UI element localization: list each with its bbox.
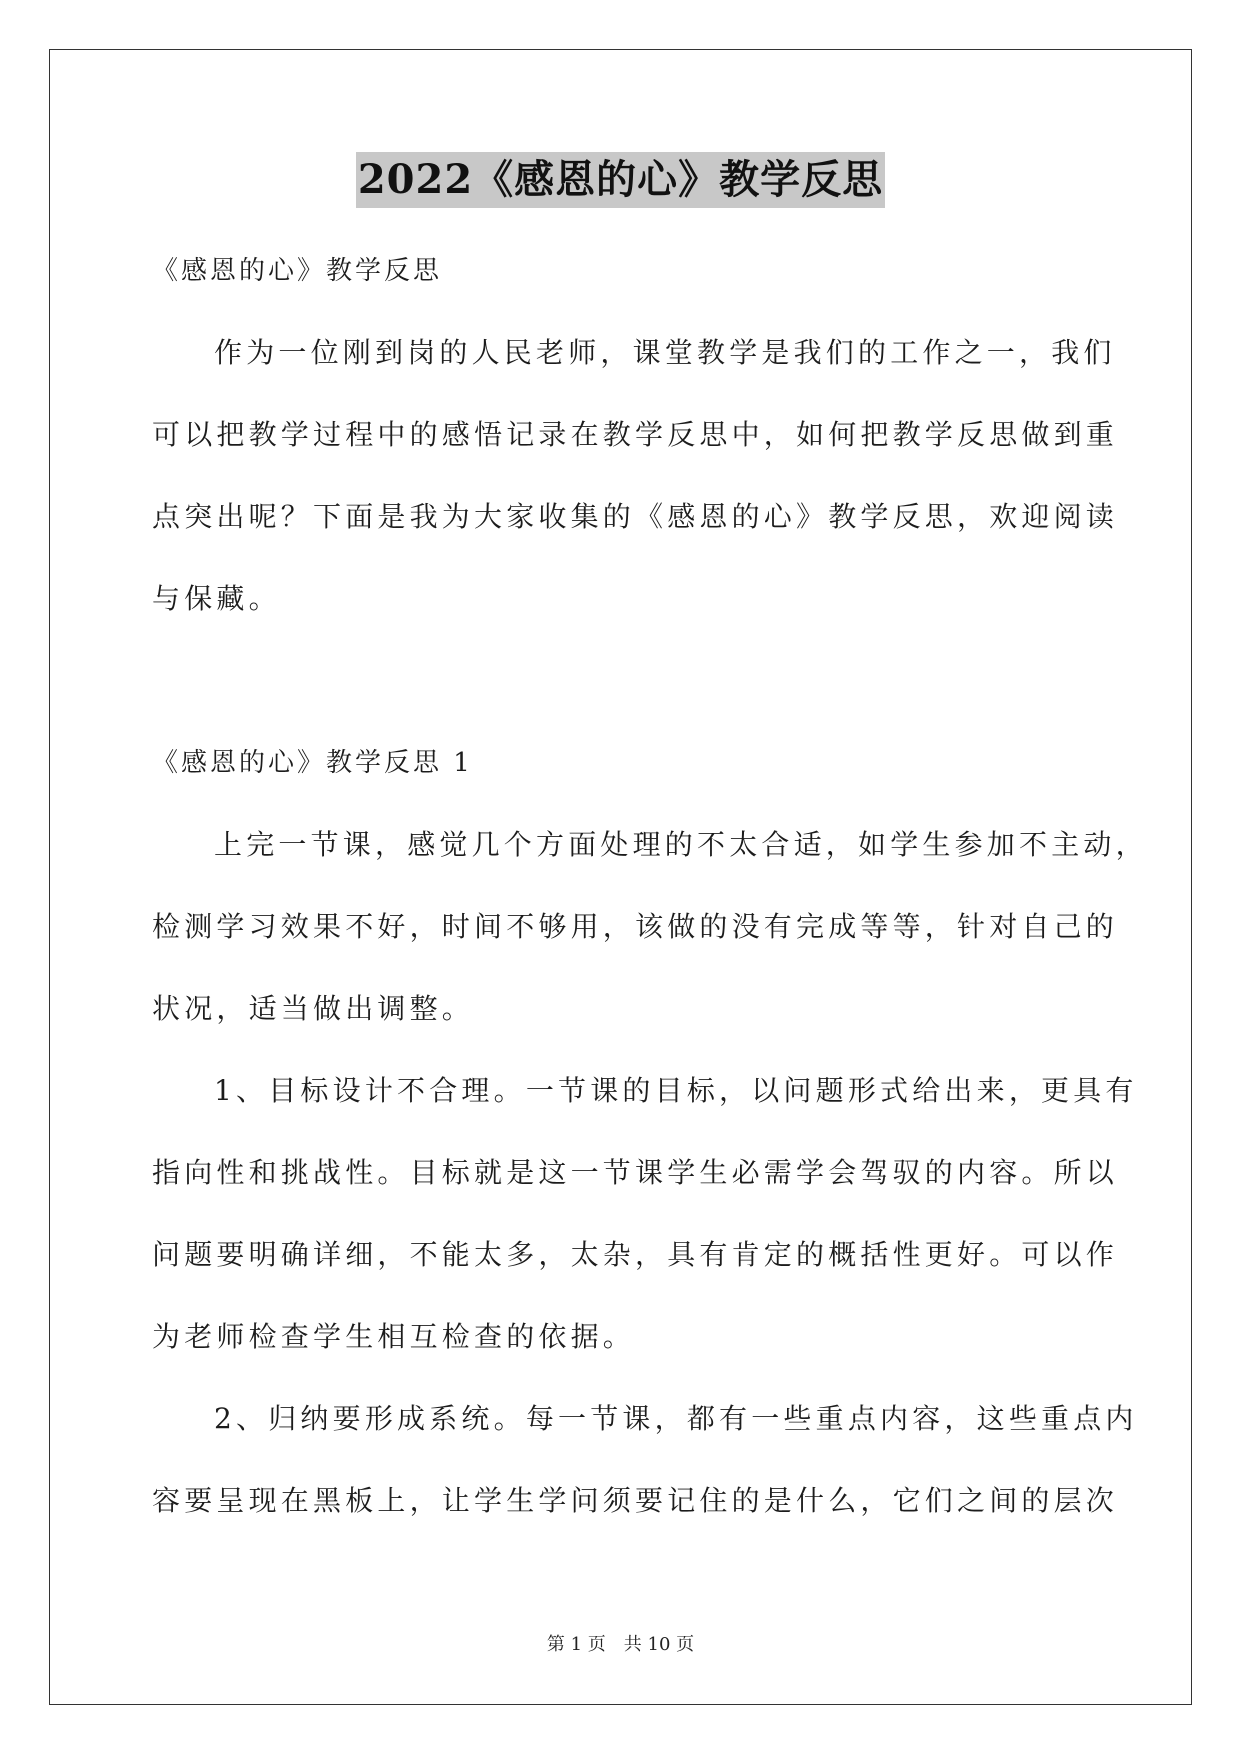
title-container <box>0 152 1241 208</box>
paragraph-line: 可以把教学过程中的感悟记录在教学反思中，如何把教学反思做到重 <box>152 418 1119 451</box>
paragraph-line: 检测学习效果不好，时间不够用，该做的没有完成等等，针对自己的 <box>152 910 1119 943</box>
paragraph-line: 容要呈现在黑板上，让学生学问须要记住的是什么，它们之间的层次 <box>152 1484 1119 1517</box>
paragraph-line: 指向性和挑战性。目标就是这一节课学生必需学会驾驭的内容。所以 <box>152 1156 1119 1189</box>
paragraph-line: 上完一节课，感觉几个方面处理的不太合适，如学生参加不主动， <box>214 828 1148 861</box>
document-title: 2022《感恩的心》教学反思 <box>356 152 885 208</box>
paragraph-line: 与保藏。 <box>152 582 281 615</box>
document-body <box>152 230 1148 1542</box>
section-heading: 《感恩的心》教学反思 <box>152 256 443 286</box>
page-number-footer: 第 1 页 共 10 页 <box>546 1634 695 1655</box>
paragraph-line: 问题要明确详细，不能太多，太杂，具有肯定的概括性更好。可以作 <box>152 1238 1119 1271</box>
paragraph-line: 状况，适当做出调整。 <box>152 992 475 1025</box>
paragraph-line: 1、目标设计不合理。一节课的目标，以问题形式给出来，更具有 <box>214 1074 1138 1107</box>
blank-line <box>152 640 1092 722</box>
paragraph-line: 2、归纳要形成系统。每一节课，都有一些重点内容，这些重点内 <box>214 1402 1138 1435</box>
paragraph-line: 作为一位刚到岗的人民老师，课堂教学是我们的工作之一，我们 <box>214 336 1116 369</box>
section-heading: 《感恩的心》教学反思 1 <box>152 748 473 778</box>
paragraph-line: 为老师检查学生相互检查的依据。 <box>152 1320 636 1353</box>
paragraph-line: 点突出呢？下面是我为大家收集的《感恩的心》教学反思，欢迎阅读 <box>152 500 1119 533</box>
